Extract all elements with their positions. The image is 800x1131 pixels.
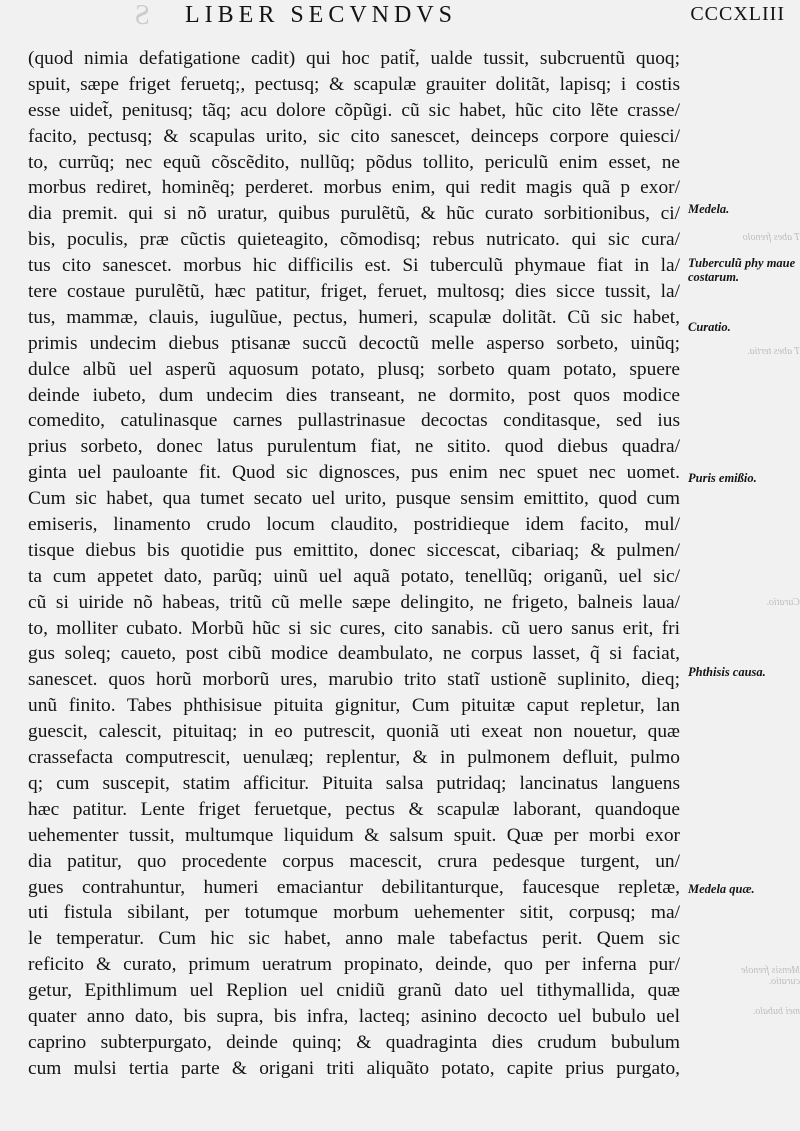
bleed-through-note: Curatio. — [766, 597, 800, 608]
text-line: tisque diebus bis quotidie pus emittito, donec siccescat, cibariaq; & pulmen/ — [28, 539, 680, 561]
text-line: to, currũq; nec equũ cõscẽdito, nullũq; põdus tollito, periculũ enim esset, ne — [28, 151, 680, 173]
text-line: cũ si uiride nõ habeas, tritũ cũ melle sæpe delingito, ne frigeto, balneis laua/ — [28, 591, 680, 613]
bleed-through-note: mei bubalo. — [752, 1006, 800, 1017]
text-line: facito, pectusq; & scapulas urito, sic cito sanescet, deinceps corpore quiesci/ — [28, 125, 680, 147]
text-line: uehementer tussit, multumque liquidum & salsum spuit. Quæ per morbi exor — [28, 824, 680, 846]
text-line: spuit, sæpe friget feruetq;, pectusq; & scapulæ grauiter dolitãt, lapisq; i costis — [28, 73, 680, 95]
text-line: tere costaue purulẽtũ, hæc patitur, friget, feruet, multosq; dies sicce tussit, la/ — [28, 281, 680, 303]
bleed-through-note: Mensis frenole curatio. — [741, 965, 800, 987]
margin-note-curatio: Curatio. — [688, 320, 731, 334]
text-line: dia patitur, quo procedente corpus macescit, crura pedesque turgent, un/ — [28, 850, 680, 872]
text-line: to, molliter cubato. Morbũ hũc si sic cures, cito sanabis. cũ uero sanus erit, fri — [28, 617, 680, 639]
text-line: deinde iubeto, dum undecim dies transeant, ne dormito, post quos modice — [28, 384, 680, 406]
text-line: emiseris, linamento crudo locum claudito, postridieque idem facito, mul/ — [28, 514, 680, 536]
text-line: hæc patitur. Lente friget feruetque, pectus & scapulæ laborant, quandoque — [28, 798, 680, 820]
running-head: LIBER SECVNDVS — [185, 2, 458, 28]
text-line: ta cum appetet dato, parũq; uinũ uel aquã potato, tenellũq; origanũ, uel sic/ — [28, 565, 680, 587]
text-line: ginta uel pauloante fit. Quod sic dignosces, pus enim nec spuet nec uomet. — [28, 462, 680, 484]
text-line: gues contrahuntur, humeri emaciantur debilitanturque, faucesque repletæ, — [28, 876, 680, 898]
text-line: prius sorbeto, donec latus purulentum fiat, ne sitito. quod diebus quadra/ — [28, 436, 680, 458]
bleed-through-header: S — [130, 0, 150, 26]
text-line: reficito & curato, primum ueratrum propinato, deinde, quo per inferna pur/ — [28, 954, 680, 976]
margin-note-tuberculum: Tuberculũ phy maue costarum. — [688, 256, 796, 284]
text-line: cum mulsi tertia parte & origani triti aliquãto potato, capite prius purgato, — [28, 1057, 680, 1079]
page-header — [185, 0, 785, 30]
text-line: morbus rediret, hominẽq; perderet. morbus enim, qui redit magis quã p exor/ — [28, 177, 680, 199]
text-line: dulce albũ uel asperũ aquosum potato, plusq; sorbeto quam potato, spuere — [28, 358, 680, 380]
text-line: crassefacta computrescit, uenulæq; replentur, & in pulmonem defluit, pulmo — [28, 747, 680, 769]
text-line: getur, Epithlimum uel Replion uel cnidiũ granũ dato uel tithymallida, quæ — [28, 980, 680, 1002]
text-line: comedito, catulinasque carnes pullastrinasue decoctas conditasque, sed ius — [28, 410, 680, 432]
text-line: caprino subterpurgato, deinde quinq; & quadraginta dies crudum bubulum — [28, 1031, 680, 1053]
text-line: tus, mammæ, clauis, iugulũue, pectus, humeri, scapulæ dolitãt. Cũ sic habet, — [28, 306, 680, 328]
text-line: uti fistula sibilant, per totumque morbum uehementer sitit, corpusq; ma/ — [28, 902, 680, 924]
margin-note-medela: Medela. — [688, 202, 730, 216]
margin-note-phthisis-causa: Phthisis causa. — [688, 665, 766, 679]
folio-number: CCCXLIII — [690, 3, 785, 25]
text-line: primis undecim diebus ptisanæ succũ decoctũ melle asperso sorbeto, uinũq; — [28, 332, 680, 354]
text-line: bis, poculis, præ cũctis quieteagito, cõmodisq; rebus nutricato. qui sic cura/ — [28, 229, 680, 251]
body-text — [28, 46, 680, 1082]
text-line: le temperatur. Cum hic sic habet, anno male tabefactus perit. Quem sic — [28, 928, 680, 950]
text-line: gus soleq; caueto, post cibũ modice deambulato, ne corpus lasset, q̃ si faciat, — [28, 643, 680, 665]
text-line: sanescet. quos horũ morborũ ures, marubio trito statĩ ustionẽ suplinito, dieq; — [28, 669, 680, 691]
bleed-through-note: T abes tertia. — [747, 346, 800, 357]
text-line: tus cito sanescet. morbus hic difficilis est. Si tuberculũ phymaue fiat in la/ — [28, 255, 680, 277]
text-line: guescit, calescit, pituitaq; in eo putrescit, quoniã uti exeat non nouetur, quæ — [28, 721, 680, 743]
text-line: q; cum suscepit, statim afficitur. Pituita salsa putridaq; lancinatus languens — [28, 772, 680, 794]
text-line: esse uidet̃, penitusq; tãq; acu dolore cõpũgi. cũ sic habet, hũc cito lẽte crasse/ — [28, 99, 680, 121]
text-line: dia premit. qui si nõ uratur, quibus purulẽtũ, & hũc curato sorbitionibus, ci/ — [28, 203, 680, 225]
text-line: (quod nimia defatigatione cadit) qui hoc patit̃, ualde tussit, subcruentũ quoq; — [28, 48, 680, 69]
margin-note-puris-emissio: Puris emißio. — [688, 471, 757, 485]
margin-note-medela-quae: Medela quæ. — [688, 882, 755, 896]
text-line: unũ finito. Tabes phthisisue pituita gignitur, Cum pituitæ caput repletur, lan — [28, 695, 680, 717]
bleed-through-note: T abes frenolo — [742, 232, 800, 243]
text-line: Cum sic habet, qua tumet secato uel urito, pusque sensim emittito, quod cum — [28, 488, 680, 510]
text-line: quater anno dato, bis supra, bis infra, lacteq; asinino decocto uel bubulo uel — [28, 1005, 680, 1027]
